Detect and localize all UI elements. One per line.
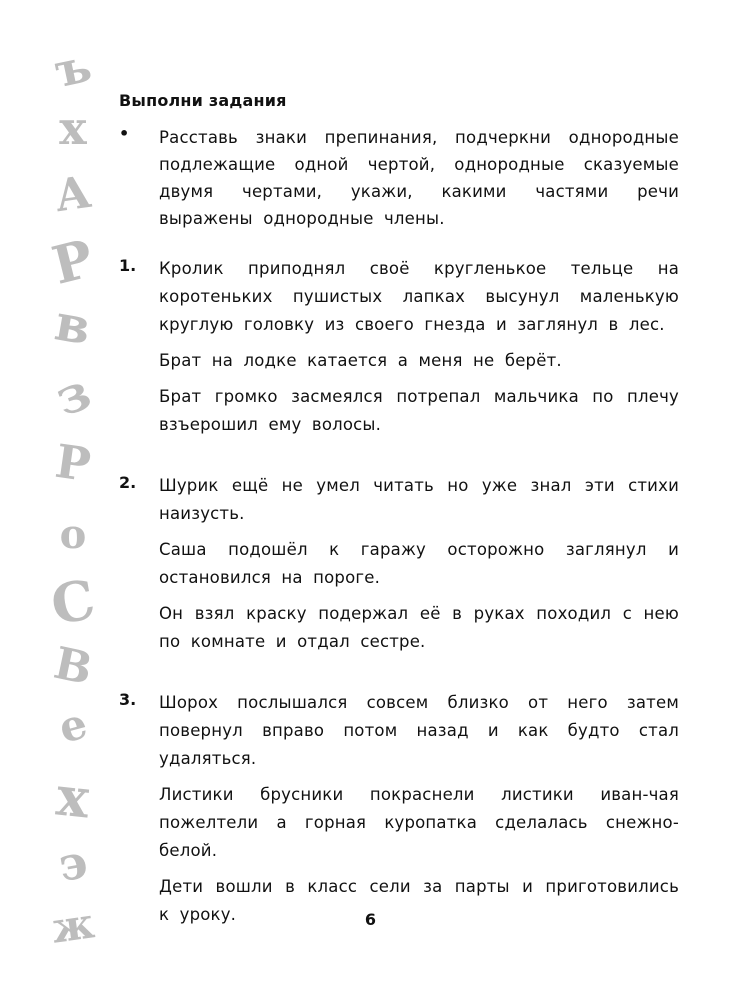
task-number: 3. — [119, 690, 137, 709]
sentence: Листики брусники покраснели листики иван-чая пожелтели а горная куропатка сделалась снежно-белой. — [159, 785, 679, 860]
decorative-letter-column — [38, 37, 108, 955]
margin-letter: о — [59, 511, 87, 558]
sentence: Дети вошли в класс сели за парты и приготовились к уроку. — [159, 877, 679, 924]
margin-letter: А — [51, 166, 95, 223]
sentence: Брат громко засмеялся потрепал мальчика по плечу взъерошил ему волосы. — [159, 387, 679, 434]
task-3 — [119, 689, 679, 929]
sentence: Шорох послышался совсем близко от него затем повернул вправо потом назад и как будто стал удаляться. — [159, 693, 679, 768]
sentence: Брат на лодке катается а меня не берёт. — [159, 351, 562, 370]
instruction-text: Расставь знаки препинания, подчеркни однородные подлежащие одной чертой, однородные сказуемые двумя чертами, укажи, какими частями речи выражены однородные члены. — [159, 128, 679, 228]
margin-letter: э — [54, 833, 92, 893]
sentence: Он взял краску подержал её в руках походил с нею по комнате и отдал сестре. — [159, 604, 679, 651]
page-number: 6 — [364, 910, 377, 929]
bullet-marker: • — [119, 124, 130, 143]
sentence: Саша подошёл к гаражу осторожно заглянул и остановился на пороге. — [159, 540, 679, 587]
margin-letter: е — [53, 698, 93, 753]
margin-letter: в — [50, 292, 96, 357]
task-2 — [119, 472, 679, 656]
margin-letter: Р — [52, 433, 94, 493]
sentence: Кролик приподнял своё кругленькое тельце на коротеньких пушистых лапках высунул маленькую круглую головку из своего гнезда и заглянул в лес. — [159, 259, 679, 334]
margin-letter: з — [47, 361, 98, 428]
page-heading: Выполни задания — [119, 91, 287, 110]
margin-letter: В — [49, 637, 97, 696]
task-number: 1. — [119, 256, 137, 275]
margin-letter: С — [46, 566, 100, 638]
task-number: 2. — [119, 473, 137, 492]
margin-letter: х — [59, 101, 87, 155]
margin-letter: х — [53, 763, 93, 831]
sentence: Шурик ещё не умел читать но уже знал эти стихи наизусть. — [159, 476, 679, 523]
margin-letter: Р — [46, 228, 100, 297]
margin-letter: ъ — [50, 37, 96, 99]
task-1 — [119, 255, 679, 439]
instruction-block — [119, 124, 679, 232]
margin-letter: ж — [48, 898, 98, 953]
